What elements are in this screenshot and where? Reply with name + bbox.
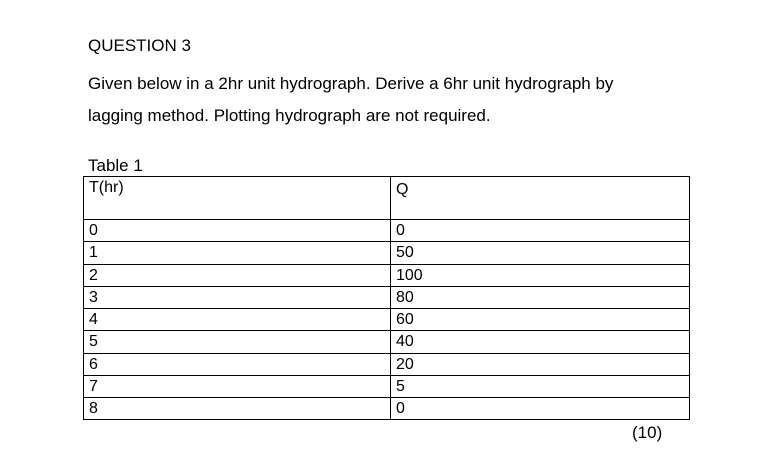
time-cell: 4 xyxy=(84,309,391,331)
hydrograph-table xyxy=(83,176,690,420)
question-text xyxy=(88,68,698,132)
discharge-cell: 0 xyxy=(391,398,690,420)
header-time: T(hr) xyxy=(84,177,391,220)
time-cell: 6 xyxy=(84,353,391,375)
time-cell: 7 xyxy=(84,375,391,397)
time-cell: 3 xyxy=(84,286,391,308)
table-row xyxy=(84,331,690,353)
discharge-cell: 100 xyxy=(391,264,690,286)
table-row xyxy=(84,242,690,264)
time-cell: 1 xyxy=(84,242,391,264)
question-marks: (10) xyxy=(632,423,663,442)
discharge-cell: 60 xyxy=(391,309,690,331)
question-text-line-1: Given below in a 2hr unit hydrograph. Derive a 6hr unit hydrograph by xyxy=(88,74,614,93)
discharge-cell: 80 xyxy=(391,286,690,308)
table-row xyxy=(84,264,690,286)
time-cell: 5 xyxy=(84,331,391,353)
time-cell: 2 xyxy=(84,264,391,286)
table-row xyxy=(84,309,690,331)
discharge-cell: 20 xyxy=(391,353,690,375)
question-text-line-2: lagging method. Plotting hydrograph are not required. xyxy=(88,106,491,125)
table-row xyxy=(84,398,690,420)
table-caption: Table 1 xyxy=(88,156,143,175)
table-row xyxy=(84,220,690,242)
table-header-row xyxy=(84,177,690,220)
table-row xyxy=(84,353,690,375)
time-cell: 8 xyxy=(84,398,391,420)
time-cell: 0 xyxy=(84,220,391,242)
discharge-cell: 0 xyxy=(391,220,690,242)
table-row xyxy=(84,286,690,308)
discharge-cell: 40 xyxy=(391,331,690,353)
header-discharge: Q xyxy=(391,177,690,220)
question-heading: QUESTION 3 xyxy=(88,36,191,55)
discharge-cell: 5 xyxy=(391,375,690,397)
table-row xyxy=(84,375,690,397)
discharge-cell: 50 xyxy=(391,242,690,264)
